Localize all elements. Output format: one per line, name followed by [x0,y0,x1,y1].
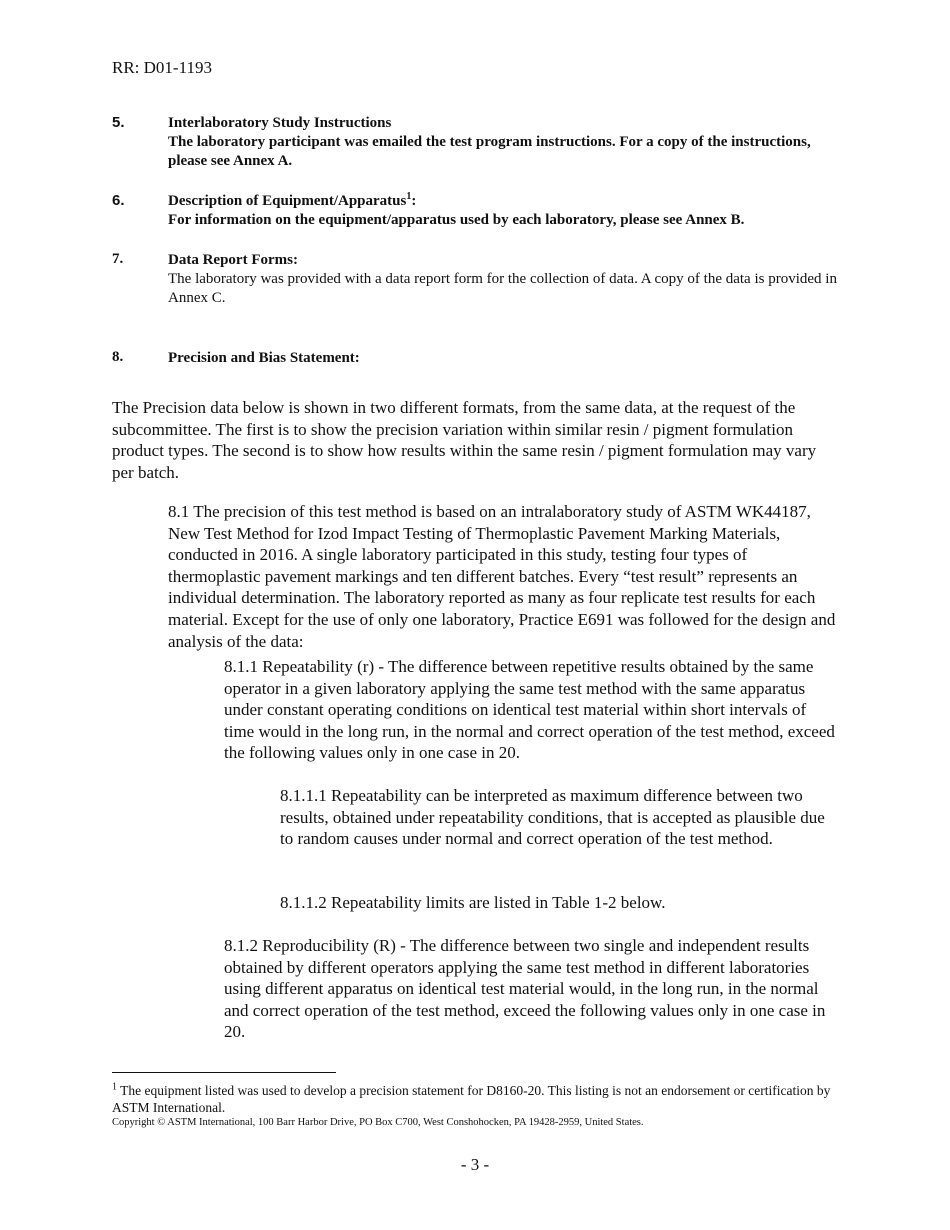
section-6-body: For information on the equipment/apparatus used by each laboratory, please see Annex B. [168,212,745,228]
footnote-divider [112,1072,336,1073]
section-8-number: 8. [112,349,124,365]
section-7-body: The laboratory was provided with a data report form for the collection of data. A copy of the data is provided in Annex C. [168,271,837,306]
footnote-ref: 1 [406,191,412,202]
precision-intro-paragraph: The Precision data below is shown in two different formats, from the same data, at the request of the subcommittee. The first is to show the precision variation within similar resin / pigment formulation product types. The second is to show how results within the same resin / pigment formulation may vary per batch. [112,398,817,482]
section-6-title-colon: : [411,193,417,209]
section-7-number: 7. [112,251,124,267]
copyright-notice: Copyright © ASTM International, 100 Barr Harbor Drive, PO Box C700, West Conshohocken, PA 19428-2959, United States. [112,1117,644,1128]
report-id: RR: D01-1193 [112,58,212,77]
clause-8-1-1: 8.1.1 Repeatability (r) - The difference between repetitive results obtained by the same operator in a given laboratory applying the same test method with the same apparatus under constant operating conditions on identical test material within short intervals of time would in the long run, in the normal and correct operation of the test method, exceed the following values only in one case in 20. [224,657,835,763]
footnote-marker: 1 [112,1081,117,1093]
section-6 [168,192,858,230]
section-6-number: 6. [112,192,125,209]
section-6-title-text: Description of Equipment/Apparatus [168,193,407,209]
section-7 [168,251,840,308]
section-6-title [168,192,858,211]
section-7-title: Data Report Forms: [168,252,298,268]
footnote-text: The equipment listed was used to develop a precision statement for D8160-20. This listing is not an endorsement or certification by ASTM International. [112,1083,831,1115]
footnote [112,1082,832,1116]
section-5 [168,114,848,171]
section-8-title: Precision and Bias Statement: [168,350,360,366]
section-5-body: The laboratory participant was emailed the test program instructions. For a copy of the instructions, please see Annex A. [168,134,811,169]
clause-8-1-1-1: 8.1.1.1 Repeatability can be interpreted as maximum difference between two results, obtained under repeatability conditions, that is accepted as plausible due to random causes under normal and correct operation of the test method. [280,786,825,849]
clause-8-1-1-2: 8.1.1.2 Repeatability limits are listed in Table 1-2 below. [280,893,666,912]
clause-8-1: 8.1 The precision of this test method is based on an intralaboratory study of ASTM WK44187, New Test Method for Izod Impact Testing of Thermoplastic Pavement Marking Materials, conducted in 2016. A single laboratory participated in this study, testing four types of thermoplastic pavement markings and ten different batches. Every “test result” represents an individual determination. The laboratory reported as many as four replicate test results for each material. Except for the use of only one laboratory, Practice E691 was followed for the design and analysis of the data: [168,502,836,651]
page-number: - 3 - [460,1155,490,1174]
clause-8-1-2: 8.1.2 Reproducibility (R) - The difference between two single and independent results obtained by different operators applying the same test method in different laboratories using different apparatus on identical test material would, in the long run, in the normal and correct operation of the test method, exceed the following values only in one case in 20. [224,936,826,1042]
section-5-number: 5. [112,114,125,131]
section-5-title: Interlaboratory Study Instructions [168,115,392,131]
